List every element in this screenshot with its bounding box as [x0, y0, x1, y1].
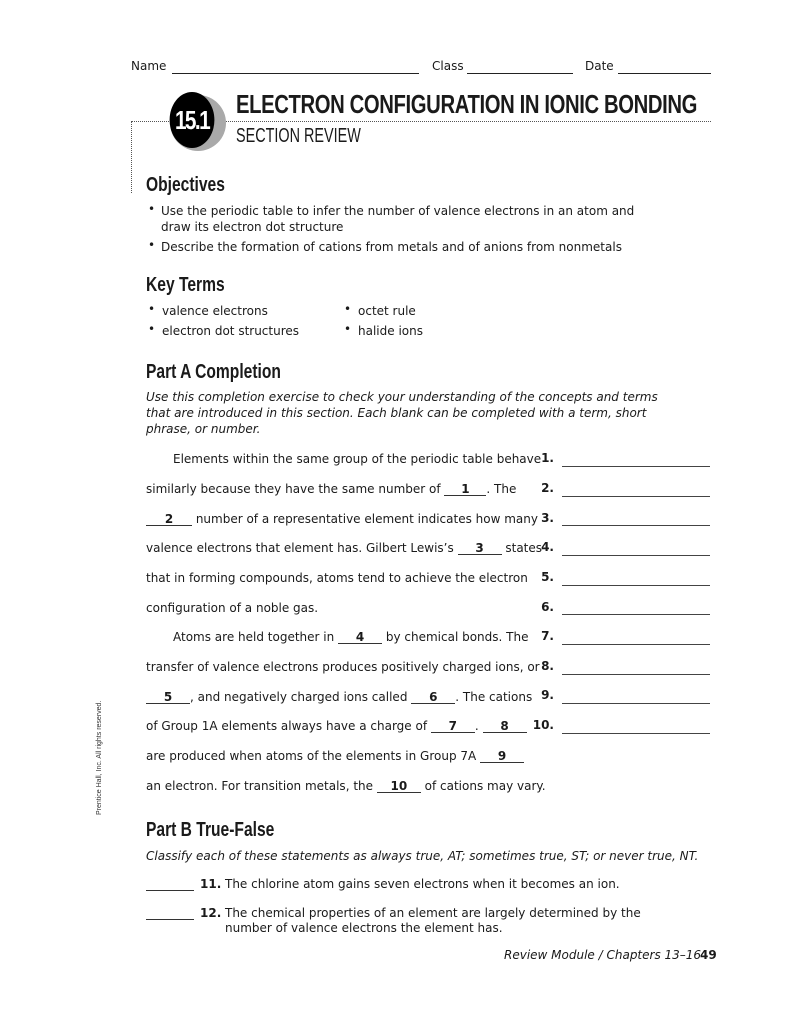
passage-line: [146, 600, 318, 616]
blank-4[interactable]: 4: [338, 631, 382, 644]
passage-text: Elements within the same group of the periodic table behave: [173, 452, 542, 466]
question-number: 11.: [200, 877, 222, 891]
answer-field-6[interactable]: [562, 613, 710, 615]
date-label: Date: [585, 59, 614, 73]
passage-text: number of a representative element indicates how many: [192, 512, 538, 526]
key-terms-heading: Key Terms: [146, 274, 225, 296]
answer-field-7[interactable]: [562, 643, 710, 645]
section-subtitle: SECTION REVIEW: [236, 125, 361, 147]
answer-number: 3.: [541, 511, 554, 525]
question-text-cont: number of valence electrons the element has.: [225, 921, 503, 935]
passage-text: configuration of a noble gas.: [146, 601, 319, 615]
answer-number: 4.: [541, 540, 554, 554]
answer-number: 7.: [541, 629, 554, 643]
part-a-instructions: phrase, or number.: [146, 422, 261, 436]
answer-field-10[interactable]: [562, 732, 710, 734]
passage-line: [173, 451, 541, 467]
passage-text: Atoms are held together in: [173, 630, 339, 644]
class-label: Class: [432, 59, 464, 73]
bullet-icon: •: [344, 322, 352, 336]
passage-text: . The cations: [455, 690, 533, 704]
answer-field-4[interactable]: [562, 554, 710, 556]
key-term: halide ions: [358, 324, 423, 338]
passage-line: [146, 689, 532, 705]
passage-line: [146, 511, 538, 527]
blank-1[interactable]: 1: [444, 483, 486, 496]
passage-text: of Group 1A elements always have a charge of: [146, 719, 431, 733]
passage-text: transfer of valence electrons produces positively charged ions, or: [146, 660, 540, 674]
date-field[interactable]: [618, 72, 711, 74]
passage-text: an electron. For transition metals, the: [146, 779, 377, 793]
passage-line: [146, 659, 540, 675]
passage-text: states: [501, 541, 543, 555]
answer-number: 6.: [541, 600, 554, 614]
class-field[interactable]: [467, 72, 573, 74]
answer-field-2[interactable]: [562, 495, 710, 497]
answer-field-8[interactable]: [562, 673, 710, 675]
blank-5[interactable]: 5: [146, 691, 190, 704]
passage-line: [146, 481, 516, 497]
section-divider-vertical: [131, 121, 132, 193]
objective-item-cont: draw its electron dot structure: [161, 220, 344, 234]
answer-field-5[interactable]: [562, 584, 710, 586]
tf-answer-field-12[interactable]: [146, 918, 194, 920]
blank-7[interactable]: 7: [431, 720, 475, 733]
objective-item: Describe the formation of cations from metals and of anions from nonmetals: [161, 240, 622, 254]
blank-2[interactable]: 2: [146, 513, 192, 526]
passage-line: [146, 718, 527, 734]
answer-field-1[interactable]: [562, 465, 710, 467]
answer-number: 5.: [541, 570, 554, 584]
answer-number: 2.: [541, 481, 554, 495]
footer-text: Review Module / Chapters 13–16: [504, 948, 702, 962]
part-a-instructions: Use this completion exercise to check your understanding of the concepts and terms: [146, 390, 658, 404]
answer-number: 10.: [532, 718, 554, 732]
passage-line: [173, 629, 528, 645]
passage-text: .: [474, 719, 483, 733]
passage-text: valence electrons that element has. Gilbert Lewis’s: [146, 541, 458, 555]
key-term: valence electrons: [162, 304, 268, 318]
part-a-heading: Part A Completion: [146, 361, 281, 383]
blank-8[interactable]: 8: [483, 720, 527, 733]
part-a-instructions: that are introduced in this section. Each blank can be completed with a term, short: [146, 406, 647, 420]
answer-number: 9.: [541, 688, 554, 702]
key-term: electron dot structures: [162, 324, 300, 338]
name-field[interactable]: [172, 72, 419, 74]
question-number: 12.: [200, 906, 222, 920]
copyright-note: Prentice Hall, Inc. All rights reserved.: [96, 700, 103, 815]
passage-line: [146, 570, 528, 586]
passage-line: [146, 778, 546, 794]
answer-field-3[interactable]: [562, 524, 710, 526]
passage-text: by chemical bonds. The: [382, 630, 529, 644]
blank-10[interactable]: 10: [377, 780, 421, 793]
section-title: ELECTRON CONFIGURATION IN IONIC BONDING: [236, 89, 697, 119]
bullet-icon: •: [148, 302, 156, 316]
objective-item: Use the periodic table to infer the number of valence electrons in an atom and: [161, 204, 635, 218]
answer-number: 8.: [541, 659, 554, 673]
passage-text: . The: [486, 482, 517, 496]
bullet-icon: •: [148, 238, 156, 252]
section-badge: [164, 92, 220, 148]
answer-field-9[interactable]: [562, 702, 710, 704]
passage-line: [146, 540, 542, 556]
blank-6[interactable]: 6: [411, 691, 455, 704]
part-b-instructions: Classify each of these statements as always true, AT; sometimes true, ST; or never true, NT.: [146, 849, 699, 863]
question-text: The chemical properties of an element are largely determined by the: [225, 906, 641, 920]
passage-text: are produced when atoms of the elements in Group 7A: [146, 749, 481, 763]
blank-9[interactable]: 9: [480, 750, 524, 763]
passage-text: similarly because they have the same number of: [146, 482, 445, 496]
section-number: 15.1: [170, 92, 215, 148]
question-text: The chlorine atom gains seven electrons when it becomes an ion.: [225, 877, 620, 891]
answer-number: 1.: [541, 451, 554, 465]
passage-text: , and negatively charged ions called: [190, 690, 412, 704]
bullet-icon: •: [148, 202, 156, 216]
key-term: octet rule: [358, 304, 416, 318]
part-b-heading: Part B True-False: [146, 819, 275, 841]
tf-answer-field-11[interactable]: [146, 889, 194, 891]
passage-text: of cations may vary.: [420, 779, 546, 793]
page-number: 49: [700, 948, 717, 962]
blank-3[interactable]: 3: [458, 542, 502, 555]
bullet-icon: •: [148, 322, 156, 336]
bullet-icon: •: [344, 302, 352, 316]
passage-line: [146, 748, 524, 764]
name-label: Name: [131, 59, 167, 73]
objectives-heading: Objectives: [146, 174, 225, 196]
passage-text: that in forming compounds, atoms tend to achieve the electron: [146, 571, 528, 585]
